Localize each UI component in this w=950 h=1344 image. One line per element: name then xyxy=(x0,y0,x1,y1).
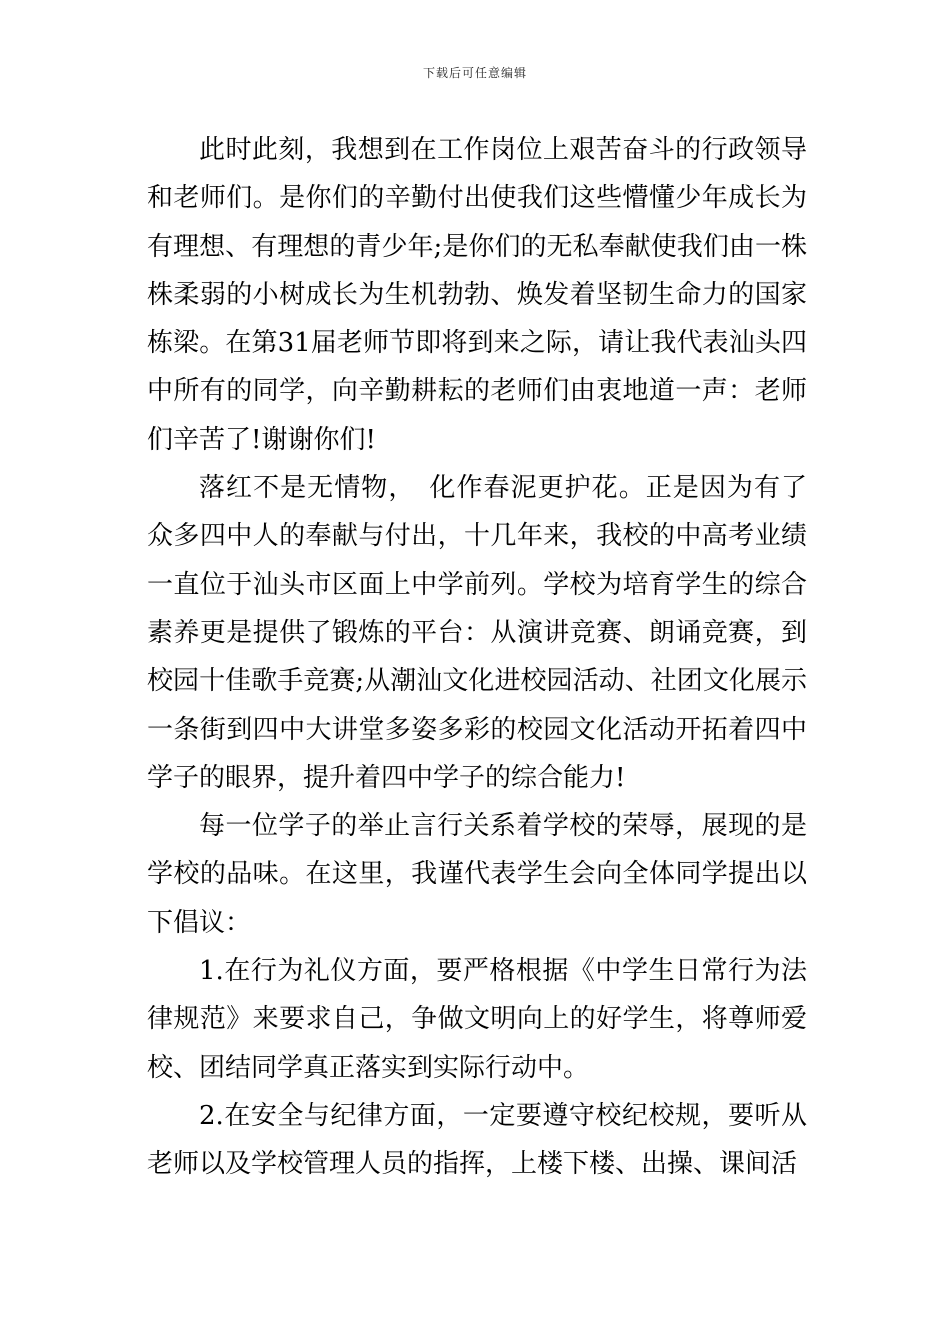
paragraph-3: 每一位学子的举止言行关系着学校的荣辱，展现的是学校的品味。在这里，我谨代表学生会向全体同学提出以下倡议： xyxy=(147,811,807,938)
page-header: 下载后可任意编辑 xyxy=(422,66,527,80)
paragraph-4: 1.在行为礼仪方面，要严格根据《中学生日常行为法律规范》来要求自己，争做文明向上的好学生，将尊师爱校、团结同学真正落实到实际行动中。 xyxy=(147,956,807,1083)
paragraph-2: 落红不是无情物， 化作春泥更护花。正是因为有了众多四中人的奉献与付出，十几年来，我校的中高考业绩一直位于汕头市区面上中学前列。学校为培育学生的综合素养更是提供了锻炼的平台：从演讲竞赛、朗诵竞赛，到校园十佳歌手竞赛;从潮汕文化进校园活动、社团文化展示一条街到四中大讲堂多姿多彩的校园文化活动开拓着四中学子的眼界，提升着四中学子的综合能力! xyxy=(147,473,807,793)
paragraph-5: 2.在安全与纪律方面，一定要遵守校纪校规，要听从老师以及学校管理人员的指挥，上楼下楼、出操、课间活 xyxy=(147,1100,807,1180)
document-body xyxy=(147,126,807,1189)
paragraph-1: 此时此刻，我想到在工作岗位上艰苦奋斗的行政领导和老师们。是你们的辛勤付出使我们这些懵懂少年成长为有理想、有理想的青少年;是你们的无私奉献使我们由一株株柔弱的小树成长为生机勃勃、焕发着坚韧生命力的国家栋梁。在第31届老师节即将到来之际，请让我代表汕头四中所有的同学，向辛勤耕耘的老师们由衷地道一声：老师们辛苦了!谢谢你们! xyxy=(147,135,807,455)
